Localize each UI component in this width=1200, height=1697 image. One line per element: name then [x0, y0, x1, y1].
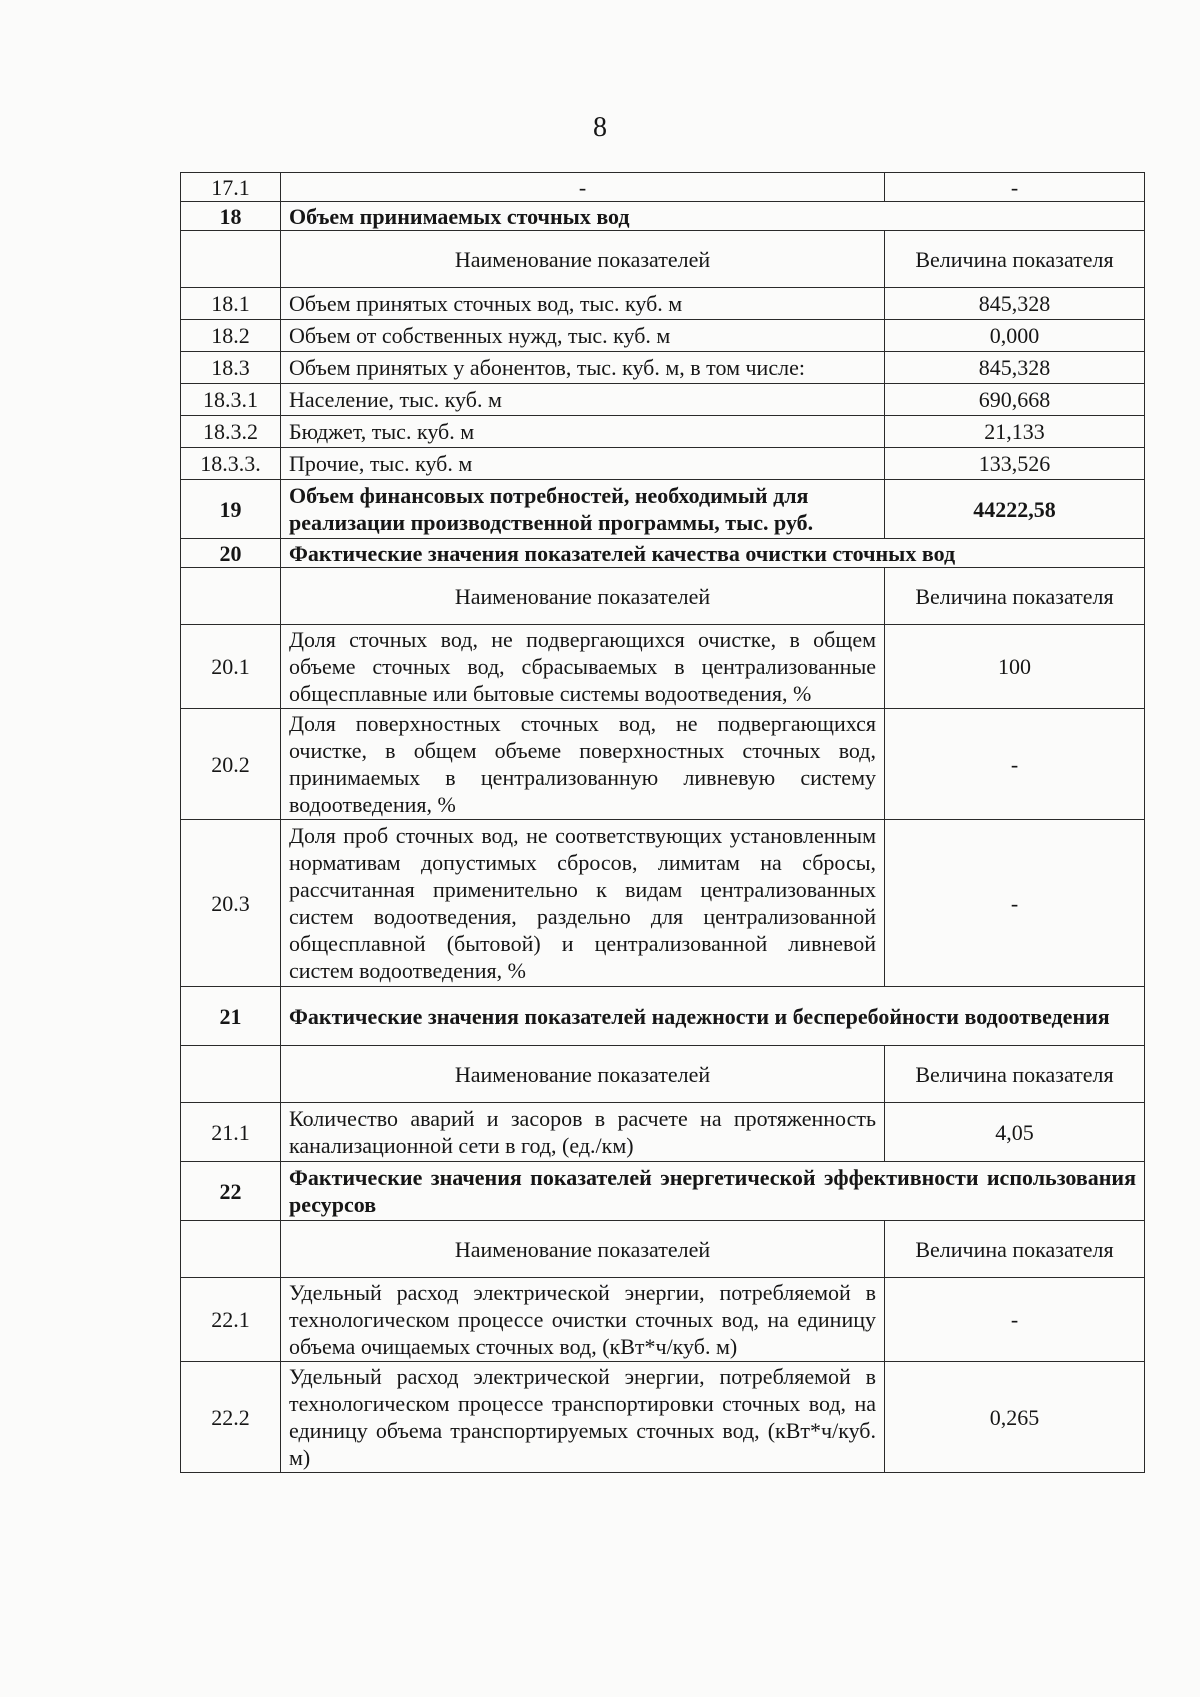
- value-column-header: Величина показателя: [885, 231, 1145, 288]
- indicator-value: -: [885, 1278, 1145, 1362]
- table-row: [181, 288, 1145, 320]
- row-number: 17.1: [181, 173, 281, 202]
- section-number: 21: [181, 987, 281, 1046]
- indicator-value: 845,328: [885, 288, 1145, 320]
- section-title: Фактические значения показателей надежности и бесперебойности водоотведения: [281, 987, 1145, 1046]
- table-row: [181, 480, 1145, 539]
- table-row: [181, 448, 1145, 480]
- section-number: 22: [181, 1162, 281, 1221]
- row-number: 19: [181, 480, 281, 539]
- section-number: 20: [181, 539, 281, 568]
- column-header-row: [181, 1046, 1145, 1103]
- table-row: [181, 320, 1145, 352]
- section-title: Фактические значения показателей качества очистки сточных вод: [281, 539, 1145, 568]
- row-number: 18.3.1: [181, 384, 281, 416]
- row-number: 22.2: [181, 1362, 281, 1473]
- indicator-name: Объем принятых сточных вод, тыс. куб. м: [281, 288, 885, 320]
- value-column-header: Величина показателя: [885, 568, 1145, 625]
- indicator-value: 4,05: [885, 1103, 1145, 1162]
- table-row: [181, 820, 1145, 987]
- row-number: 18.3: [181, 352, 281, 384]
- section-row: [181, 539, 1145, 568]
- value-column-header: Величина показателя: [885, 1221, 1145, 1278]
- indicator-value: 44222,58: [885, 480, 1145, 539]
- indicator-name: Объем от собственных нужд, тыс. куб. м: [281, 320, 885, 352]
- section-title: Объем принимаемых сточных вод: [281, 202, 1145, 231]
- table-row: [181, 173, 1145, 202]
- section-row: [181, 987, 1145, 1046]
- name-column-header: Наименование показателей: [281, 568, 885, 625]
- indicator-value: -: [885, 173, 1145, 202]
- table-row: [181, 709, 1145, 820]
- table-row: [181, 1103, 1145, 1162]
- row-number: 18.3.3.: [181, 448, 281, 480]
- indicator-value: 690,668: [885, 384, 1145, 416]
- indicator-value: 133,526: [885, 448, 1145, 480]
- page-number: 8: [593, 112, 607, 143]
- table-row: [181, 352, 1145, 384]
- indicator-value: 100: [885, 625, 1145, 709]
- indicator-name: Прочие, тыс. куб. м: [281, 448, 885, 480]
- indicator-value: 0,000: [885, 320, 1145, 352]
- row-number: 18.1: [181, 288, 281, 320]
- indicator-value: 21,133: [885, 416, 1145, 448]
- indicator-name: Удельный расход электрической энергии, потребляемой в технологическом процессе транспортировки сточных вод, на единицу объема транспортируемых сточных вод, (кВт*ч/куб. м): [281, 1362, 885, 1473]
- indicator-name: -: [281, 173, 885, 202]
- name-column-header: Наименование показателей: [281, 1046, 885, 1103]
- indicator-value: 845,328: [885, 352, 1145, 384]
- name-column-header: Наименование показателей: [281, 1221, 885, 1278]
- indicator-name: Удельный расход электрической энергии, потребляемой в технологическом процессе очистки сточных вод, на единицу объема очищаемых сточных вод, (кВт*ч/куб. м): [281, 1278, 885, 1362]
- name-column-header: Наименование показателей: [281, 231, 885, 288]
- column-header-row: [181, 1221, 1145, 1278]
- indicator-name: Бюджет, тыс. куб. м: [281, 416, 885, 448]
- indicator-value: 0,265: [885, 1362, 1145, 1473]
- table-row: [181, 1362, 1145, 1473]
- table-row: [181, 416, 1145, 448]
- section-title: Фактические значения показателей энергетической эффективности использования ресурсов: [281, 1162, 1145, 1221]
- section-number: 18: [181, 202, 281, 231]
- section-row: [181, 1162, 1145, 1221]
- row-number: 18.3.2: [181, 416, 281, 448]
- indicators-table: [180, 172, 1145, 1473]
- row-number: 20.1: [181, 625, 281, 709]
- table-row: [181, 1278, 1145, 1362]
- column-header-row: [181, 231, 1145, 288]
- row-number: 20.3: [181, 820, 281, 987]
- row-number: 18.2: [181, 320, 281, 352]
- indicator-value: -: [885, 709, 1145, 820]
- row-number: 20.2: [181, 709, 281, 820]
- indicator-value: -: [885, 820, 1145, 987]
- indicator-name: Доля поверхностных сточных вод, не подвергающихся очистке, в общем объеме поверхностных сточных вод, принимаемых в централизованную ливневую систему водоотведения, %: [281, 709, 885, 820]
- indicator-name: Количество аварий и засоров в расчете на протяженность канализационной сети в год, (ед./км): [281, 1103, 885, 1162]
- indicator-name: Доля сточных вод, не подвергающихся очистке, в общем объеме сточных вод, сбрасываемых в централизованные общесплавные или бытовые системы водоотведения, %: [281, 625, 885, 709]
- table-row: [181, 625, 1145, 709]
- indicator-name: Доля проб сточных вод, не соответствующих установленным нормативам допустимых сбросов, лимитам на сбросы, рассчитанная применительно к видам централизованных систем водоотведения, раздельно для централизованной общесплавной (бытовой) и централизованной ливневой систем водоотведения, %: [281, 820, 885, 987]
- row-number: 21.1: [181, 1103, 281, 1162]
- value-column-header: Величина показателя: [885, 1046, 1145, 1103]
- indicator-name: Население, тыс. куб. м: [281, 384, 885, 416]
- section-row: [181, 202, 1145, 231]
- indicator-name: Объем финансовых потребностей, необходимый для реализации производственной программы, тыс. руб.: [281, 480, 885, 539]
- table-row: [181, 384, 1145, 416]
- indicator-name: Объем принятых у абонентов, тыс. куб. м, в том числе:: [281, 352, 885, 384]
- column-header-row: [181, 568, 1145, 625]
- row-number: 22.1: [181, 1278, 281, 1362]
